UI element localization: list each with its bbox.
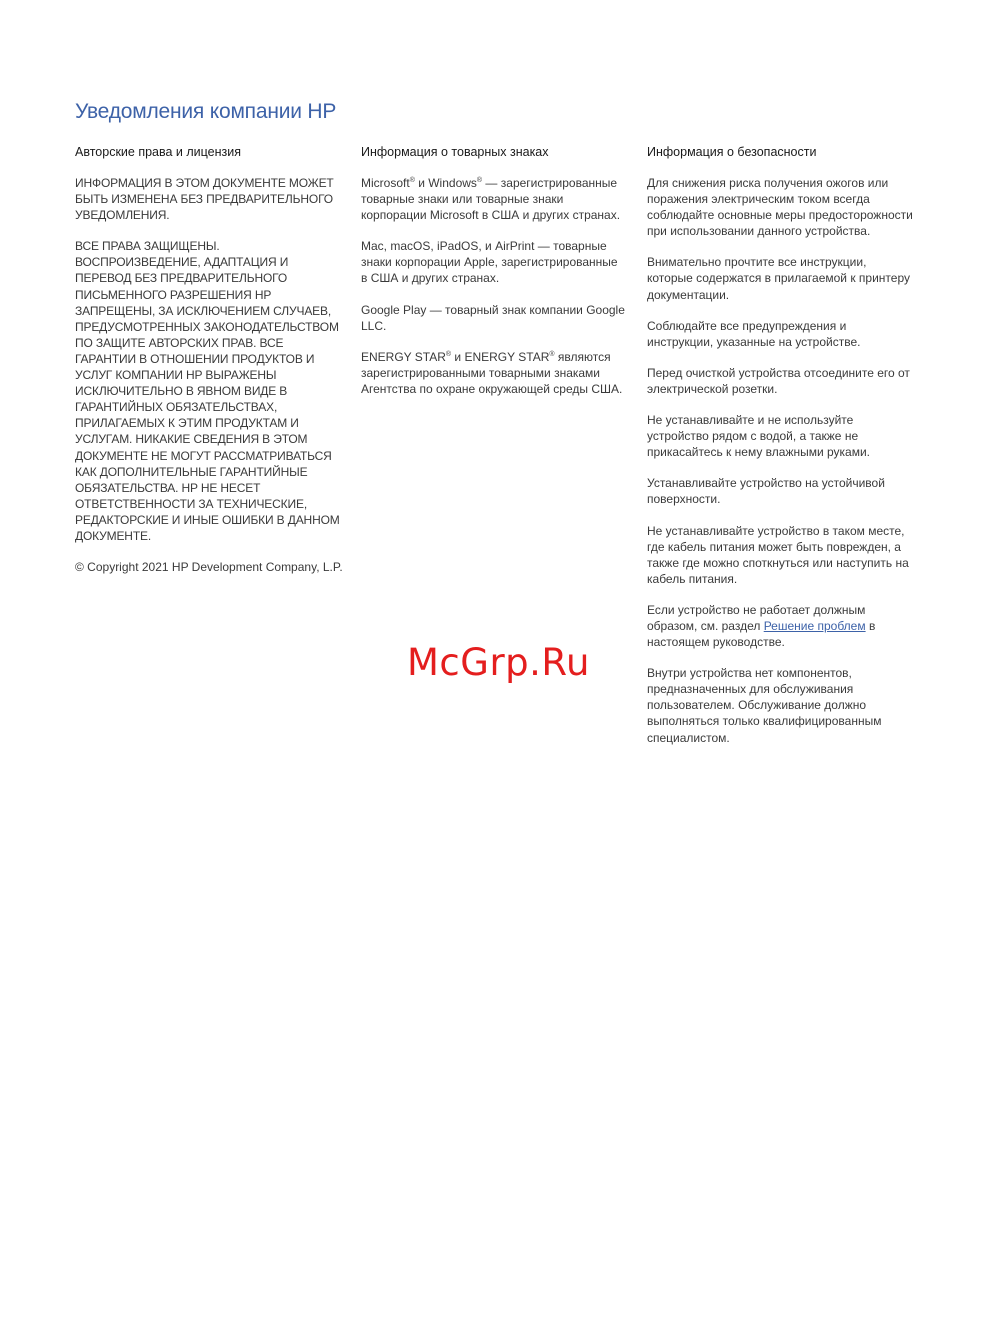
trademark-energystar-paragraph bbox=[361, 349, 627, 397]
safety-paragraph: Не устанавливайте устройство в таком месте, где кабель питания может быть поврежден, а также где можно споткнуться или наступить на кабель питания. bbox=[647, 523, 909, 586]
registered-mark: ® bbox=[476, 177, 483, 184]
trademark-microsoft: Microsoft bbox=[361, 176, 410, 190]
trademark-energystar: ENERGY STAR bbox=[464, 349, 550, 364]
trademark-microsoft-paragraph bbox=[361, 175, 627, 223]
trademark-energystar-text: являются зарегистрированными товарными знаками Агентства по охране окружающей среды США. bbox=[361, 349, 623, 396]
registered-mark: ® bbox=[409, 177, 415, 184]
trademark-windows: Windows bbox=[428, 176, 477, 190]
registered-mark: ® bbox=[549, 350, 555, 358]
safety-section bbox=[647, 144, 913, 761]
trademark-conjunction: и bbox=[414, 176, 429, 190]
trademark-energystar: ENERGY STAR bbox=[361, 349, 446, 364]
trademark-conjunction: и bbox=[451, 349, 465, 364]
page-title: Уведомления компании HP bbox=[75, 100, 337, 123]
trademark-apple-paragraph: Mac, macOS, iPadOS, и AirPrint — товарные знаки корпорации Apple, зарегистрированные в США и других странах. bbox=[361, 239, 618, 286]
safety-paragraph: Внимательно прочтите все инструкции, которые содержатся в прилагаемой к принтеру документации. bbox=[647, 255, 911, 302]
watermark: McGrp.Ru bbox=[407, 641, 590, 684]
safety-troubleshoot-paragraph bbox=[647, 602, 913, 650]
safety-heading: Информация о безопасности bbox=[647, 145, 817, 159]
trademark-microsoft-text: — зарегистрированные товарные знаки или товарные знаки корпорации Microsoft в США и других странах. bbox=[361, 176, 621, 223]
copyright-paragraph: ИНФОРМАЦИЯ В ЭТОМ ДОКУМЕНТЕ МОЖЕТ БЫТЬ ИЗМЕНЕНА БЕЗ ПРЕДВАРИТЕЛЬНОГО УВЕДОМЛЕНИЯ. bbox=[75, 176, 334, 223]
copyright-heading: Авторские права и лицензия bbox=[75, 145, 242, 159]
safety-paragraph: Перед очисткой устройства отсоедините его от электрической розетки. bbox=[647, 365, 910, 396]
safety-paragraph: Внутри устройства нет компонентов, предназначенных для обслуживания пользователем. Обслуживание должно выполняться только квалифицированным специалистом. bbox=[647, 666, 882, 745]
trademark-google-paragraph: Google Play — товарный знак компании Google LLC. bbox=[361, 302, 625, 333]
safety-troubleshoot-after: в настоящем руководстве. bbox=[647, 618, 876, 650]
copyright-paragraph: ВСЕ ПРАВА ЗАЩИЩЕНЫ. ВОСПРОИЗВЕДЕНИЕ, АДАПТАЦИЯ И ПЕРЕВОД БЕЗ ПРЕДВАРИТЕЛЬНОГО ПИСЬМЕННОГО РАЗРЕШЕНИЯ HP ЗАПРЕЩЕНЫ, ЗА ИСКЛЮЧЕНИЕМ СЛУЧАЕВ, ПРЕДУСМОТРЕННЫХ ЗАКОНОДАТЕЛЬСТВОМ ПО ЗАЩИТЕ АВТОРСКИХ ПРАВ. ВСЕ ГАРАНТИИ В ОТНОШЕНИИ ПРОДУКТОВ И УСЛУГ КОМПАНИИ HP ВЫРАЖЕНЫ ИСКЛЮЧИТЕЛЬНО В ЯВНОМ ВИДЕ В ГАРАНТИЙНЫХ ОБЯЗАТЕЛЬСТВАХ, ПРИЛАГАЕМЫХ К ЭТИМ ПРОДУКТАМ И УСЛУГАМ. НИКАКИЕ СВЕДЕНИЯ В ЭТОМ ДОКУМЕНТЕ НЕ МОГУТ РАССМАТРИВАТЬСЯ КАК ДОПОЛНИТЕЛЬНЫЕ ГАРАНТИЙНЫЕ ОБЯЗАТЕЛЬСТВА. HP НЕ НЕСЕТ ОТВЕТСТВЕННОСТИ ЗА ТЕХНИЧЕСКИЕ, РЕДАКТОРСКИЕ И ИНЫЕ ОШИБКИ В ДАННОМ ДОКУМЕНТЕ. bbox=[75, 239, 340, 543]
trademarks-section bbox=[361, 144, 627, 412]
safety-paragraph: Для снижения риска получения ожогов или поражения электрическим током всегда соблюдайте основные меры предосторожности при использовании данного устройства. bbox=[647, 176, 913, 239]
copyright-section bbox=[75, 144, 343, 590]
safety-troubleshoot-before: Если устройство не работает должным образом, см. раздел bbox=[647, 602, 866, 633]
safety-paragraph: Устанавливайте устройство на устойчивой поверхности. bbox=[647, 476, 885, 507]
copyright-notice: © Copyright 2021 HP Development Company, L.P. bbox=[75, 560, 343, 575]
safety-paragraph: Соблюдайте все предупреждения и инструкции, указанные на устройстве. bbox=[647, 318, 861, 349]
registered-mark: ® bbox=[445, 350, 452, 358]
troubleshooting-link[interactable]: Решение проблем bbox=[763, 618, 866, 633]
safety-paragraph: Не устанавливайте и не используйте устройство рядом с водой, а также не прикасайтесь к нему влажными руками. bbox=[647, 413, 871, 460]
trademarks-heading: Информация о товарных знаках bbox=[361, 145, 549, 159]
